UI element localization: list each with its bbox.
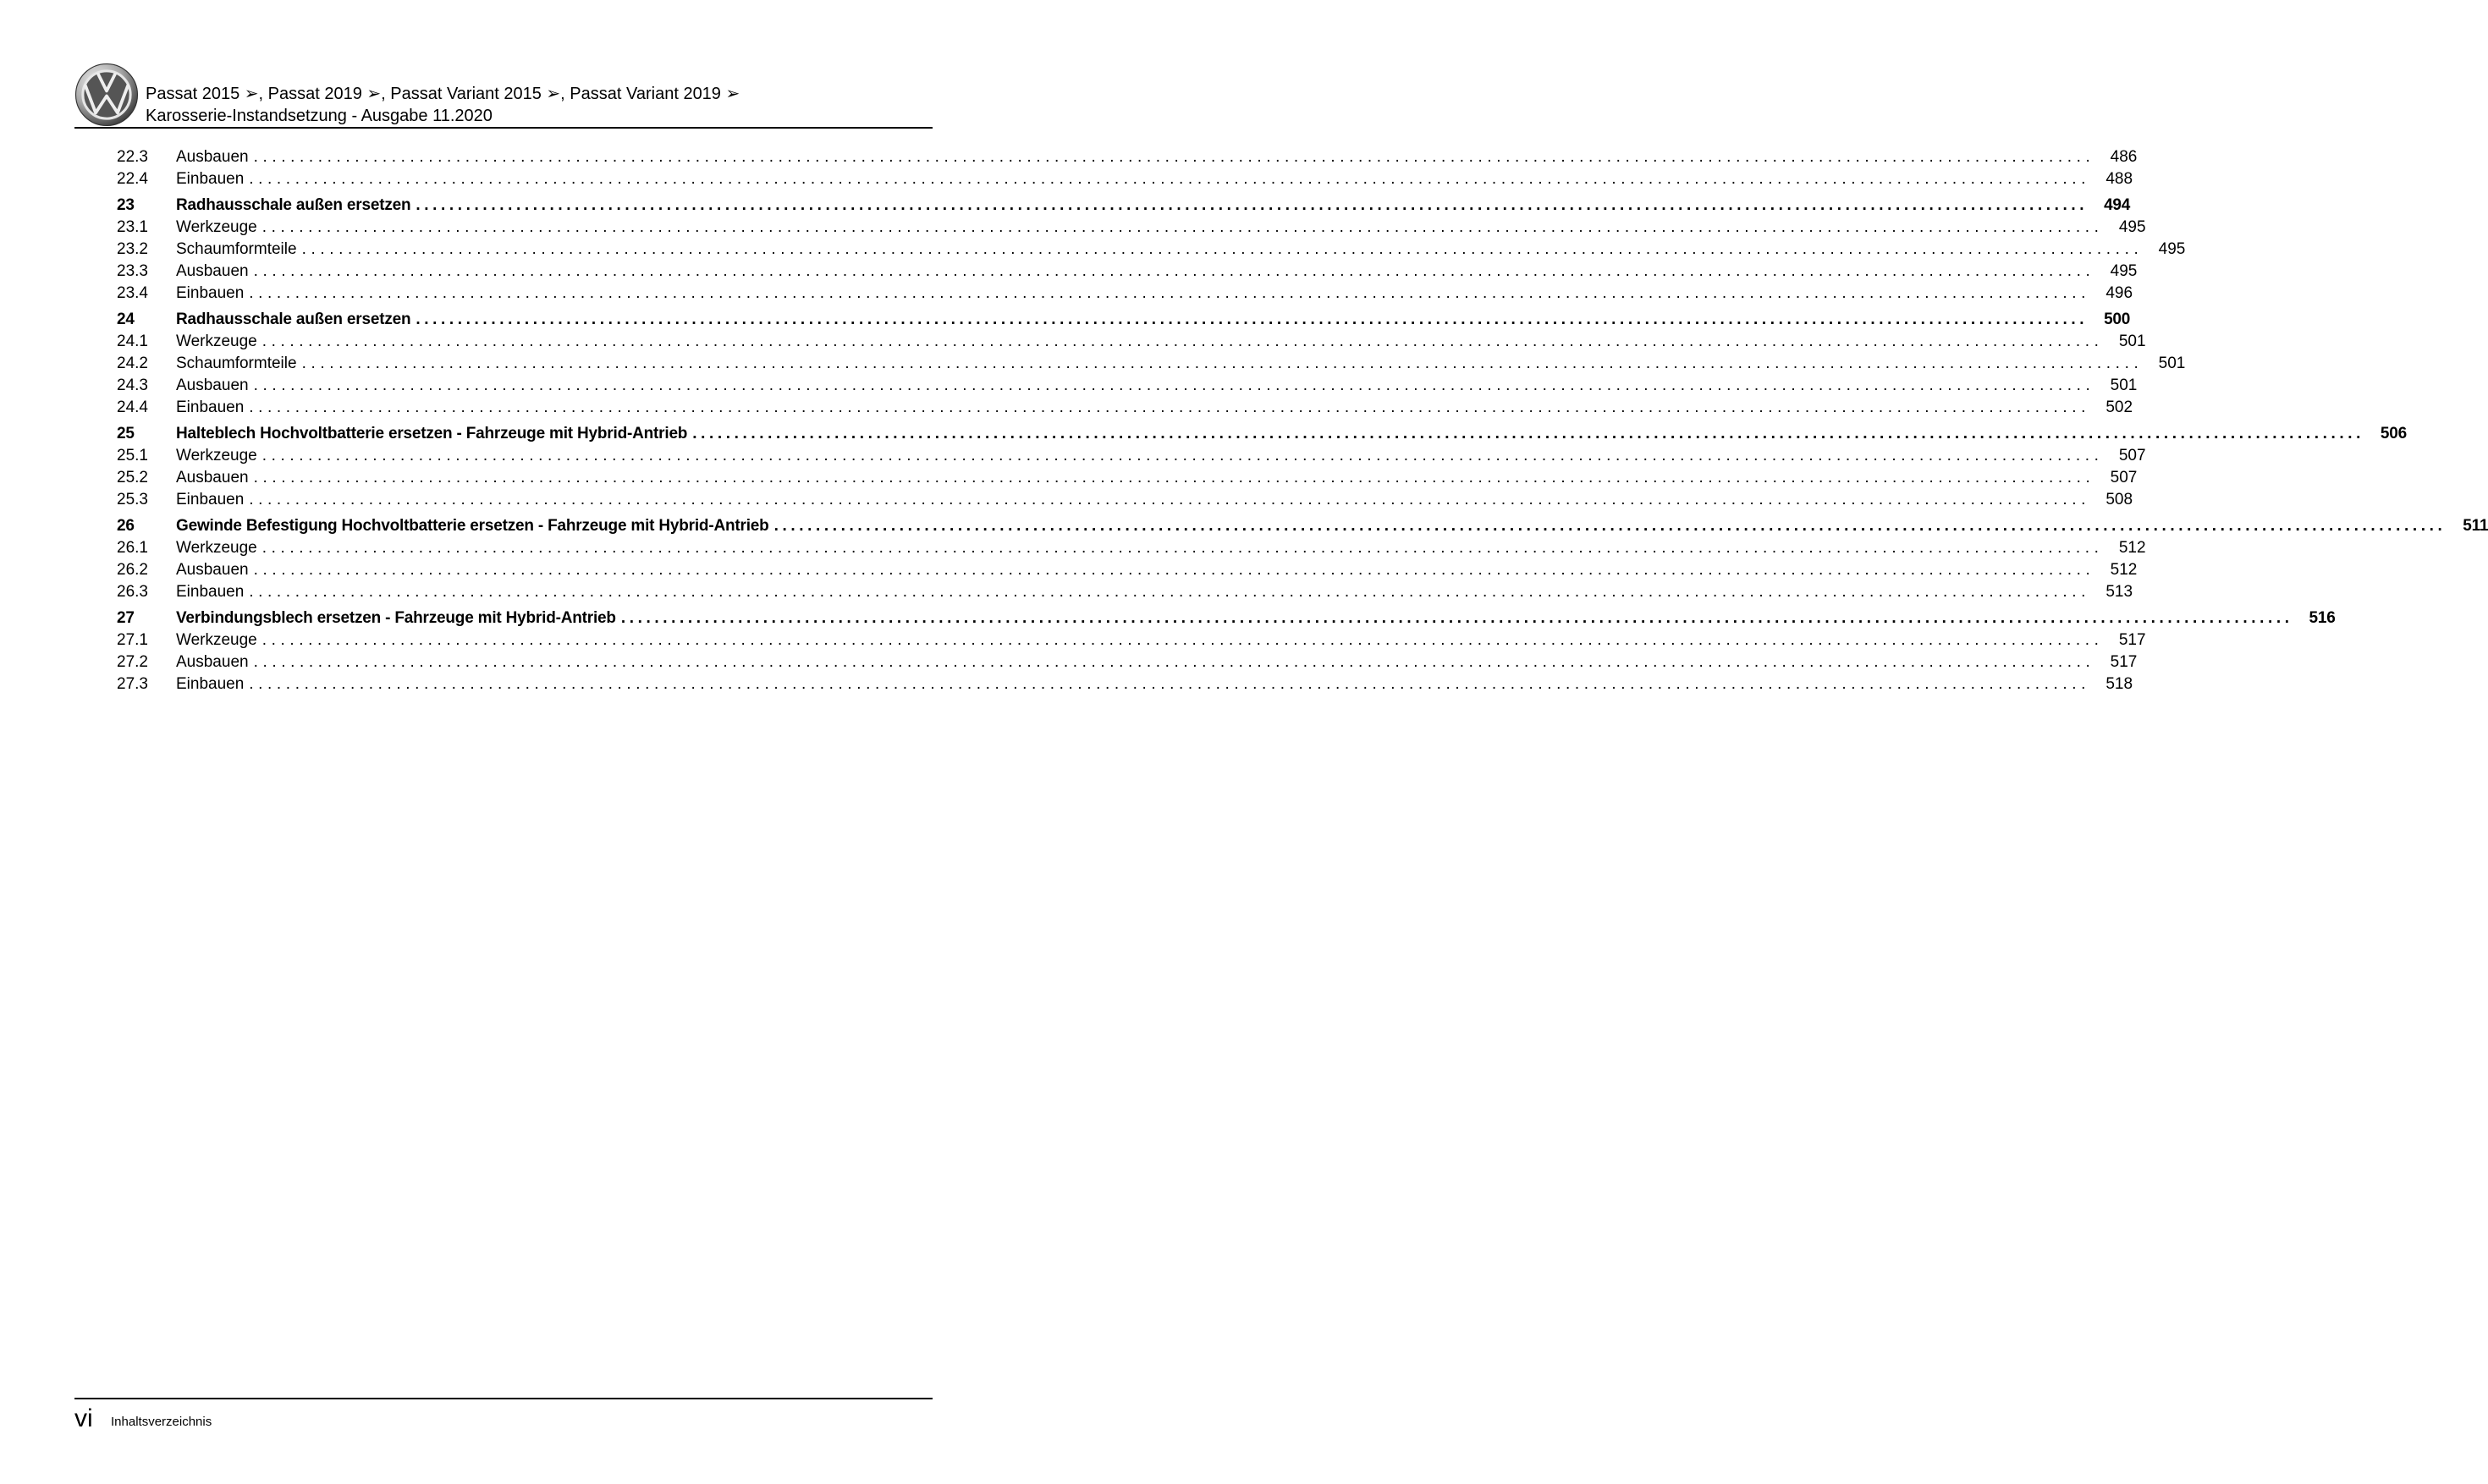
toc-number: 26.3 bbox=[117, 583, 148, 601]
toc-page-number: 516 bbox=[2309, 609, 2336, 627]
toc-leader-dots: ........................................................................................................................................................................................................ bbox=[416, 196, 2089, 214]
toc-leader-dots: ........................................................................................................................................................................................................ bbox=[261, 218, 2104, 236]
toc-page-number: 506 bbox=[2380, 425, 2407, 442]
toc-entry-row[interactable] bbox=[117, 353, 2186, 375]
toc-leader-dots: ........................................................................................................................................................................................................ bbox=[773, 517, 2447, 535]
toc-chapter-row[interactable] bbox=[117, 515, 2488, 537]
toc-title: Radhausschale außen ersetzen bbox=[176, 196, 411, 214]
toc-title: Gewinde Befestigung Hochvoltbatterie ersetzen - Fahrzeuge mit Hybrid-Antrieb bbox=[176, 517, 769, 535]
toc-entry-row[interactable] bbox=[117, 168, 2133, 190]
toc-title: Halteblech Hochvoltbatterie ersetzen - Fahrzeuge mit Hybrid-Antrieb bbox=[176, 425, 688, 442]
toc-page-number: 501 bbox=[2110, 376, 2138, 394]
toc-number: 25.3 bbox=[117, 491, 148, 508]
toc-title: Werkzeuge bbox=[176, 631, 257, 649]
toc-leader-dots: ........................................................................................................................................................................................................ bbox=[249, 284, 2091, 302]
toc-page-number: 502 bbox=[2105, 398, 2133, 416]
toc-number: 23.2 bbox=[117, 240, 148, 258]
toc-number: 22.4 bbox=[117, 170, 148, 188]
toc-entry-row[interactable] bbox=[117, 261, 2138, 283]
toc-entry-row[interactable] bbox=[117, 537, 2146, 559]
toc-page-number: 495 bbox=[2118, 218, 2146, 236]
table-of-contents bbox=[117, 146, 2488, 695]
toc-entry-row[interactable] bbox=[117, 331, 2146, 353]
toc-title: Einbauen bbox=[176, 491, 245, 508]
toc-number: 24.1 bbox=[117, 333, 148, 350]
document-header bbox=[146, 83, 740, 127]
toc-number: 27.1 bbox=[117, 631, 148, 649]
toc-page-number: 501 bbox=[2118, 333, 2146, 350]
toc-number: 27 bbox=[117, 609, 135, 627]
toc-leader-dots: ........................................................................................................................................................................................................ bbox=[253, 653, 2095, 671]
toc-leader-dots: ........................................................................................................................................................................................................ bbox=[253, 376, 2095, 394]
toc-leader-dots: ........................................................................................................................................................................................................ bbox=[261, 539, 2104, 557]
toc-number: 22.3 bbox=[117, 148, 148, 166]
toc-number: 26.1 bbox=[117, 539, 148, 557]
toc-title: Einbauen bbox=[176, 398, 245, 416]
toc-entry-row[interactable] bbox=[117, 467, 2138, 489]
toc-page-number: 488 bbox=[2105, 170, 2133, 188]
toc-leader-dots: ........................................................................................................................................................................................................ bbox=[249, 675, 2091, 693]
toc-number: 27.3 bbox=[117, 675, 148, 693]
toc-page-number: 500 bbox=[2104, 311, 2131, 328]
toc-number: 25.2 bbox=[117, 469, 148, 486]
toc-title: Radhausschale außen ersetzen bbox=[176, 311, 411, 328]
toc-leader-dots: ........................................................................................................................................................................................................ bbox=[253, 262, 2095, 280]
toc-entry-row[interactable] bbox=[117, 397, 2133, 419]
toc-title: Ausbauen bbox=[176, 561, 249, 579]
toc-leader-dots: ........................................................................................................................................................................................................ bbox=[253, 469, 2095, 486]
toc-entry-row[interactable] bbox=[117, 445, 2146, 467]
toc-leader-dots: ........................................................................................................................................................................................................ bbox=[249, 491, 2091, 508]
toc-title: Schaumformteile bbox=[176, 240, 297, 258]
toc-page-number: 507 bbox=[2110, 469, 2138, 486]
header-title-vehicles: Passat 2015 ➢, Passat 2019 ➢, Passat Variant 2015 ➢, Passat Variant 2019 ➢ bbox=[146, 85, 740, 103]
toc-leader-dots: ........................................................................................................................................................................................................ bbox=[692, 425, 2364, 442]
toc-leader-dots: ........................................................................................................................................................................................................ bbox=[416, 311, 2089, 328]
toc-number: 24.2 bbox=[117, 355, 148, 372]
toc-page-number: 517 bbox=[2110, 653, 2138, 671]
toc-title: Ausbauen bbox=[176, 148, 249, 166]
toc-page-number: 494 bbox=[2104, 196, 2131, 214]
toc-number: 24 bbox=[117, 311, 135, 328]
toc-number: 26.2 bbox=[117, 561, 148, 579]
toc-leader-dots: ........................................................................................................................................................................................................ bbox=[249, 398, 2091, 416]
toc-leader-dots: ........................................................................................................................................................................................................ bbox=[301, 355, 2144, 372]
toc-entry-row[interactable] bbox=[117, 375, 2138, 397]
toc-title: Ausbauen bbox=[176, 376, 249, 394]
toc-title: Einbauen bbox=[176, 583, 245, 601]
toc-number: 23.3 bbox=[117, 262, 148, 280]
toc-number: 26 bbox=[117, 517, 135, 535]
vw-logo-icon bbox=[74, 63, 139, 127]
toc-title: Einbauen bbox=[176, 170, 245, 188]
toc-number: 23.1 bbox=[117, 218, 148, 236]
toc-number: 25 bbox=[117, 425, 135, 442]
toc-title: Einbauen bbox=[176, 284, 245, 302]
toc-page-number: 507 bbox=[2118, 447, 2146, 464]
toc-title: Ausbauen bbox=[176, 653, 249, 671]
toc-page-number: 496 bbox=[2105, 284, 2133, 302]
toc-page-number: 511 bbox=[2463, 517, 2488, 535]
toc-title: Werkzeuge bbox=[176, 447, 257, 464]
toc-entry-row[interactable] bbox=[117, 283, 2133, 305]
toc-page-number: 518 bbox=[2105, 675, 2133, 693]
toc-chapter-row[interactable] bbox=[117, 195, 2131, 217]
toc-chapter-row[interactable] bbox=[117, 607, 2336, 629]
toc-entry-row[interactable] bbox=[117, 239, 2186, 261]
toc-entry-row[interactable] bbox=[117, 673, 2133, 695]
toc-page-number: 501 bbox=[2158, 355, 2186, 372]
toc-entry-row[interactable] bbox=[117, 559, 2138, 581]
toc-entry-row[interactable] bbox=[117, 581, 2133, 603]
toc-title: Schaumformteile bbox=[176, 355, 297, 372]
toc-page-number: 495 bbox=[2158, 240, 2186, 258]
toc-number: 27.2 bbox=[117, 653, 148, 671]
footer-section-label: Inhaltsverzeichnis bbox=[111, 1415, 212, 1429]
toc-entry-row[interactable] bbox=[117, 651, 2138, 673]
toc-leader-dots: ........................................................................................................................................................................................................ bbox=[261, 631, 2104, 649]
header-divider bbox=[74, 127, 933, 129]
footer-page-number: vi bbox=[74, 1404, 93, 1432]
toc-title: Ausbauen bbox=[176, 262, 249, 280]
toc-page-number: 517 bbox=[2118, 631, 2146, 649]
toc-leader-dots: ........................................................................................................................................................................................................ bbox=[301, 240, 2144, 258]
toc-title: Einbauen bbox=[176, 675, 245, 693]
toc-leader-dots: ........................................................................................................................................................................................................ bbox=[620, 609, 2293, 627]
toc-entry-row[interactable] bbox=[117, 217, 2146, 239]
toc-number: 23 bbox=[117, 196, 135, 214]
toc-page-number: 512 bbox=[2118, 539, 2146, 557]
toc-leader-dots: ........................................................................................................................................................................................................ bbox=[249, 583, 2091, 601]
toc-entry-row[interactable] bbox=[117, 489, 2133, 511]
toc-chapter-row[interactable] bbox=[117, 423, 2407, 445]
toc-leader-dots: ........................................................................................................................................................................................................ bbox=[253, 148, 2095, 166]
toc-title: Werkzeuge bbox=[176, 539, 257, 557]
toc-title: Werkzeuge bbox=[176, 333, 257, 350]
toc-title: Werkzeuge bbox=[176, 218, 257, 236]
toc-leader-dots: ........................................................................................................................................................................................................ bbox=[253, 561, 2095, 579]
toc-number: 24.4 bbox=[117, 398, 148, 416]
toc-page-number: 495 bbox=[2110, 262, 2138, 280]
toc-number: 23.4 bbox=[117, 284, 148, 302]
toc-leader-dots: ........................................................................................................................................................................................................ bbox=[261, 333, 2104, 350]
toc-page-number: 486 bbox=[2110, 148, 2138, 166]
toc-entry-row[interactable] bbox=[117, 146, 2138, 168]
toc-leader-dots: ........................................................................................................................................................................................................ bbox=[261, 447, 2104, 464]
footer-divider bbox=[74, 1398, 933, 1399]
toc-number: 25.1 bbox=[117, 447, 148, 464]
header-title-edition: Karosserie-Instandsetzung - Ausgabe 11.2020 bbox=[146, 107, 493, 125]
toc-chapter-row[interactable] bbox=[117, 309, 2131, 331]
toc-title: Verbindungsblech ersetzen - Fahrzeuge mit Hybrid-Antrieb bbox=[176, 609, 616, 627]
toc-entry-row[interactable] bbox=[117, 629, 2146, 651]
toc-title: Ausbauen bbox=[176, 469, 249, 486]
toc-page-number: 513 bbox=[2105, 583, 2133, 601]
toc-leader-dots: ........................................................................................................................................................................................................ bbox=[249, 170, 2091, 188]
toc-page-number: 512 bbox=[2110, 561, 2138, 579]
toc-page-number: 508 bbox=[2105, 491, 2133, 508]
toc-number: 24.3 bbox=[117, 376, 148, 394]
